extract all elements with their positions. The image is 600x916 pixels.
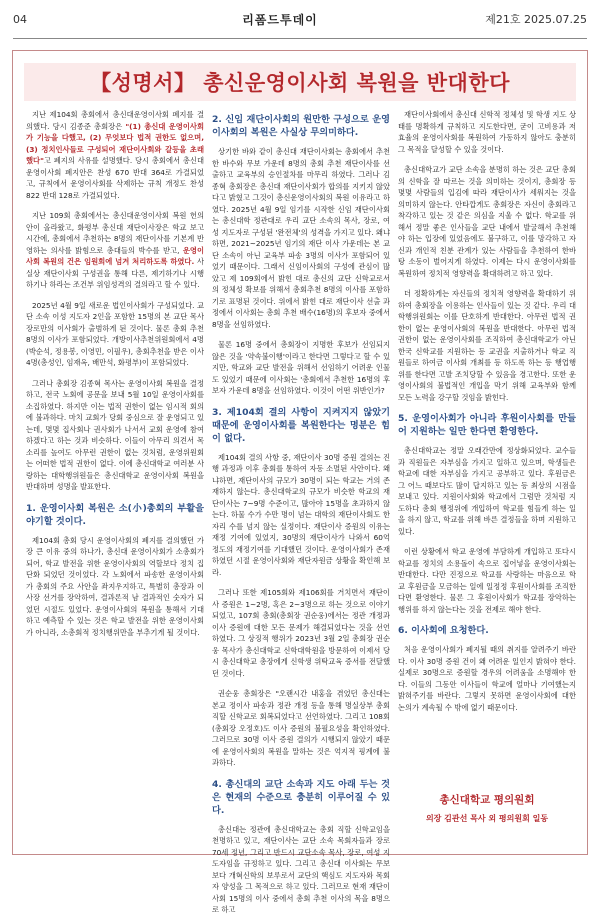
paragraph: 그러나 또한 제105회와 제106회를 거치면서 재단이사 증원은 1~2명, 혹은 2~3명으로 하는 것으로 이야기 되었고, 107회 총회(총회장 권순웅)에서는 정관 개정과 이사 증원에 대한 모든 문제가 해결되었다는 것을 선언하였다. 그 상징적 행위가 2023년 3월 2일 총회장 권순웅 목사가 총신대학교 신학대학원을 방문하여 이제서 당시 총신대학교 총장에게 신학생 위탁교육 증서를 전달했던 것이다. (212, 588, 390, 678)
section-heading: 2. 신임 재단이사회의 원만한 구성으로 운영이사회의 복원은 사실상 무의미하다. (212, 114, 390, 138)
paragraph: 지난 109회 총회에서는 총신대운영이사회 복원 헌의안이 올라왔고, 화평부 총신대 재단이사장은 학교 보고 시간에, 총회에서 추천하는 8명의 재단이사를 기본계 반영하는 의사를 밝힘으로 총대들의 박수를 받고, 운영이사회 복원의 건은 임원회에 넘겨 처리하도록 하였다. 사실상 재단이사회 구성권을 통해 다른, 제기하기나 시행하기나 하라는 조건부 위임성격의 결의라고 할 수 있다. (26, 211, 204, 289)
paragraph: 제104회 결의 사항 중, 재단이사 30명 증원 결의는 진행 과정과 이후 총회를 통하여 자동 소멸된 사안이다. 왜냐하면, 재단이사의 규모가 30명이 되는 학교는 거의 존재하지 않는다. 총신대학교의 규모가 비슷한 학교의 재단이사는 7~9명 수준이고, 많아야 15명을 초과하지 않는다. 하물 수가 수만 명이 넘는 대학의 재단이사회도 한 자리 수를 넘지 않는 실정이다. 재단이사 증원의 이유는 재정 기여에 있었지, 30명의 재단이사가 나와서 60억 정도의 재정기여를 기대했던 것이다. 운영이사회가 존재하였던 시절 운영이사회와 재단자원금 상황을 확인해 보라. (212, 452, 390, 577)
paragraph: 이런 상황에서 학교 운영에 부담하게 개입하고 또다시 학교를 정치의 소용돌이 속으로 집어넣을 운영이사회는 반대한다. 다만 진정으로 학교를 사랑하는 마음으로 학교 후원금을 모금하는 일에 일정정 후원이사회를 조직한다면 환영한다. 물론 그 후원이사회가 학교를 장악하는 행위를 하지 않는다는 것을 전제로 해야 한다. (398, 547, 576, 614)
section-heading: 1. 운영이사회 복원은 소(小)총회의 부활을 야기할 것이다. (26, 502, 204, 527)
signature-org: 총신대학교 평의원회 (439, 794, 535, 806)
section-heading: 6. 이사회에 요청한다. (398, 625, 489, 636)
section-heading: 3. 제104회 결의 사항이 지켜지지 않았기 때문에 운영이사회를 복원한다는 명분은 힘이 없다. (212, 406, 390, 444)
section-heading: 5. 운영이사회가 아니라 후원이사회를 만들어 지원하는 일만 한다면 환영한다. (398, 413, 576, 437)
paragraph: 상기한 바와 같이 총신대 재단이사회는 총회에서 추천한 바수와 무보 가운데 8명의 총회 추천 재단이사를 선출하고 교육부의 승인절차를 마무리 하였다. 그러나 김종혁 총회장은 총신대 재단이사회가 합의를 지키지 않았다고 밝혔고 그것이 총신운영이사회의 복원 이유라고 하였다. 2025년 4월 9일 임기를 시작한 신임 재단이사회는 총신대학 정관대로 우리 교단 소속의 목사, 장로, 여성 지도자로 구성된 '완전체'의 성격을 가지고 있다. 왜냐하면, 2021~2025년 임기의 재단 이사 가운데는 본 교단 소속이 아닌 교육부 파송 3명의 이사가 포함되어 있었기 때문이다. 그래서 신임이사회의 구성에 관심이 많았고 제 109회에서 밝힌 대로 총신의 교단 신학교로서의 정체성 확보를 위해서 총회추천 8명의 이사를 포함하기로 표명된 것이다. 위에서 밝힌 대로 재단이사 선출 과정에서 이사회는 총회 추천 배수(16명)의 후보자 중에서 8명을 선임하였다. (212, 147, 390, 329)
page-number: 04 (13, 12, 27, 26)
paragraph: 권순웅 총회장은 "오랜시간 내홍을 겪었던 총신대는 본교 정이사 파송과 정관 개정 등을 통해 명실상부 총회 직할 신학교로 회복되었다고 선언하였다. 그리고 108회(총회장 오정호)도 이사 증원의 불필요성을 확인하였다. 그러므로 30명 이사 증원 결의가 시행되지 않았기 때문에 운영이사회의 복원을 말하는 것은 억지적 핑계에 불과하다. (212, 689, 390, 767)
paragraph: 총신대학교가 교단 소속을 분명히 하는 것은 교단 총회의 신학을 잘 따르는 것을 의미하는 것이지, 총회장 등 몇몇 사람들의 입김에 따라 재단이사가 세워지는 것을 의미하지 않는다. 안타깝게도 총회장은 자신이 총회라고 착각하고 있는 것 같은 의심을 지울 수 없다. 학교를 위해서 정말 좋은 인사들을 교단 내에서 발굴해서 추천해야 하는 입장에 있었음에도 불구하고, 이를 망각하고 자신과 개인적 친분 관계가 있는 사람들을 추천하여 한바탕 소동이 벌어지게 하였다. 이제는 다시 운영이사회를 복원하여 정치적 영향력을 확대하려고 하고 있다. (398, 165, 576, 278)
page-header (13, 0, 587, 39)
signature-person: 의장 김관선 목사 외 평의원회 일동 (425, 814, 549, 823)
paragraph: 제104회 총회 당시 운영이사회의 폐지를 결의했던 가장 큰 이유 중의 하나가, 총신대 운영이사회가 소총회가 되어, 학교 발전을 위한 운영이사회의 역할보다 정치 집단화 되었던 것이었다. 각 노회에서 파송한 운영이사회가 총회의 주요 사안을 좌지우지하고, 특별히 총장과 이사장 선거를 장악하여, 결과론적 남 결과적인 숫자가 되었던 시절도 있었다. 운영이사회의 복원을 통해서 기대하고 예측할 수 있는 것은 학교 발전을 위한 운영이사회가 아니라, 소총회적 정치행위만을 부추기게 될 것이다. (26, 535, 204, 637)
issue-info: 제21호 2025.07.25 (485, 13, 587, 26)
paragraph: 그러나 총회장 김종혁 목사는 운영이사회 복원을 결정하고, 전국 노회에 공문을 보내 5월 10일 운영이사회를 소집하였다. 하지만 이는 법적 권한이 없는 임시적 회의에 불과하다. 마치 교회가 당회 중심으로 잘 운영되고 있는데, 몇몇 집사회나 권사회가 나서서 교회 운영에 참여하겠다고 하는 것과 비슷하다. 이들이 아무리 의견서 목소리를 높여도 아무런 권한이 없는 것처럼, 운영위원회는 어떠한 법적 권한이 없다. 이에 총신대학교 여러분 사랑하는 대학행위원들은 총신대학교 운영이사회 복원을 반대하며 성명을 발표한다. (26, 378, 204, 491)
column-2 (212, 109, 390, 914)
article-title: 【성명서】 총신운영이사회 복원을 반대한다 (24, 63, 576, 101)
newspaper-name: 리폼드투데이 (242, 12, 318, 27)
signature-block (398, 792, 576, 824)
paragraph: 총신대학교는 정말 오래간만에 정상화되었다. 교수들과 직원들은 자부심을 가지고 일하고 있으며, 학생들은 학교에 대한 자부심을 가지고 공부하고 있다. 후원금은 그 어느 때보다도 많이 답지하고 있는 등 최상의 시점을 보내고 있다. 지원이사회와 학교에서 그럼만 것처럼 지도하다 총회 행정위에 개입하여 학교를 힘들게 하는 일을 하지 않고, 학교를 위해 바른 결정들을 하며 지원하고 있다. (398, 446, 576, 536)
paragraph: 더 정확하게는 자신들의 정치적 영향력을 확대하기 위하여 총회장을 이용하는 인사들이 있는 것 같다. 우리 대학행위원회는 이를 단호하게 반대한다. 아무런 법적 권한이 없는 운영이사회의 복원을 반대한다. 아무런 법적 권한이 없는 운영이사회를 조직하여 총신대학교가 아닌 한국 신학교를 지원하는 등 교권을 지출하거나 학교 직원들로 하여금 이사회 개최를 등 하도록 하는 등 행업행위를 한다면 고발 조치당할 수 있음을 경고한다. 또한 운영이사회의 불법적인 개입을 막기 위해 교육부와 함께 모든 노력을 강구할 것임을 밝힌다. (398, 289, 576, 402)
paragraph: 2025년 4월 9일 새로운 법인이사회가 구성되었다. 교단 소속 이성 지도자 2인을 포함한 15명의 본 교단 목사 장로만의 이사회가 출범하게 된 것이다. 물론 총회 추천 8명의 이사가 포함되었다. 개방이사추천위원회에서 4명(박순석, 정용봉, 이영민, 이필우), 총회추천을 받은 이사 4명(총성인, 임재옥, 배만석, 화평부)이 포함되었다. (26, 300, 204, 367)
paragraph: 총신대는 정관에 총신대학교는 총회 직할 신학교임을 천명하고 있고, 재단이사는 교단 소속 목회자들과 장로 70세 정년, 그리고 반드시 교단소속 목사, 장로, 여성 지도자임을 규정하고 있다. 그리고 총신대 이사회는 무보보다 개혁신학의 보루로서 교단의 핵심도 지도자와 목회자 양성을 그 목적으로 하고 있다. 그러므로 현재 재단이사회 15명의 이사 중에서 총회 추천 이사의 목을 8명으로 하고 (212, 824, 390, 914)
paragraph: 재단이사회에서 총신대 신학적 정체성 및 학생 지도 상태를 명확하게 규칙하고 지도한다면, 굳이 고비용과 저효율의 운영이사회를 복원하여 가동하지 않아도 충분히 그 목적을 달성할 수 있을 것이다. (398, 110, 576, 154)
column-3 (398, 109, 576, 787)
paragraph: 물론 16명 중에서 총회장이 지명한 후보가 선임되지 않은 것을 '약속불이행'이라고 한다면 그렇다고 할 수 있지만, 학교와 교단 발전을 위해서 선임하기 어려운 인물도 있었기 때문에 이사회는 '총회에서 추천한 16명의 후보자 가운데 8명을 선임하였다. 이것이 어떤 위반인가? (212, 340, 390, 395)
paragraph: 처음 운영이사회가 폐지될 때의 취지를 알려주기 바란다. 이사 30명 증원 건이 왜 어려운 일인지 밝혀야 한다. 실제로 30명으로 증원할 경우의 어려움을 소명해야 한다. 이들의 그동안 이사들이 학교에 얼마나 기여했는지 밝혀주기를 바란다. 그렇지 못하면 운영이사회에 대한 논의가 계속될 수 밖에 없기 때문이다. (398, 645, 576, 712)
section-heading: 4. 총신대의 교단 소속과 지도 아래 두는 것은 현재의 수준으로 충분히 이루어질 수 있다. (212, 778, 390, 816)
column-1 (26, 109, 204, 845)
paragraph: 지난 제104회 총회에서 총신대운영이사회 폐지를 결의했다. 당시 김종준 총회장은 "(1) 총신대 운영이사회가 기능을 다했고, (2) 무엇보다 법적 권한도 없으며, (3) 정치인사들로 구성되어 재단이사회와 갈등을 초래했다"고 폐지의 사유를 설명했다. 당시 총회에서 총신대운영이사회 폐지안은 찬성 670 반대 364로 가결되었고, 규칙에서 운영이사회를 삭제하는 규칙 개정도 찬성 822 반대 128로 가결되었다. (26, 110, 204, 200)
